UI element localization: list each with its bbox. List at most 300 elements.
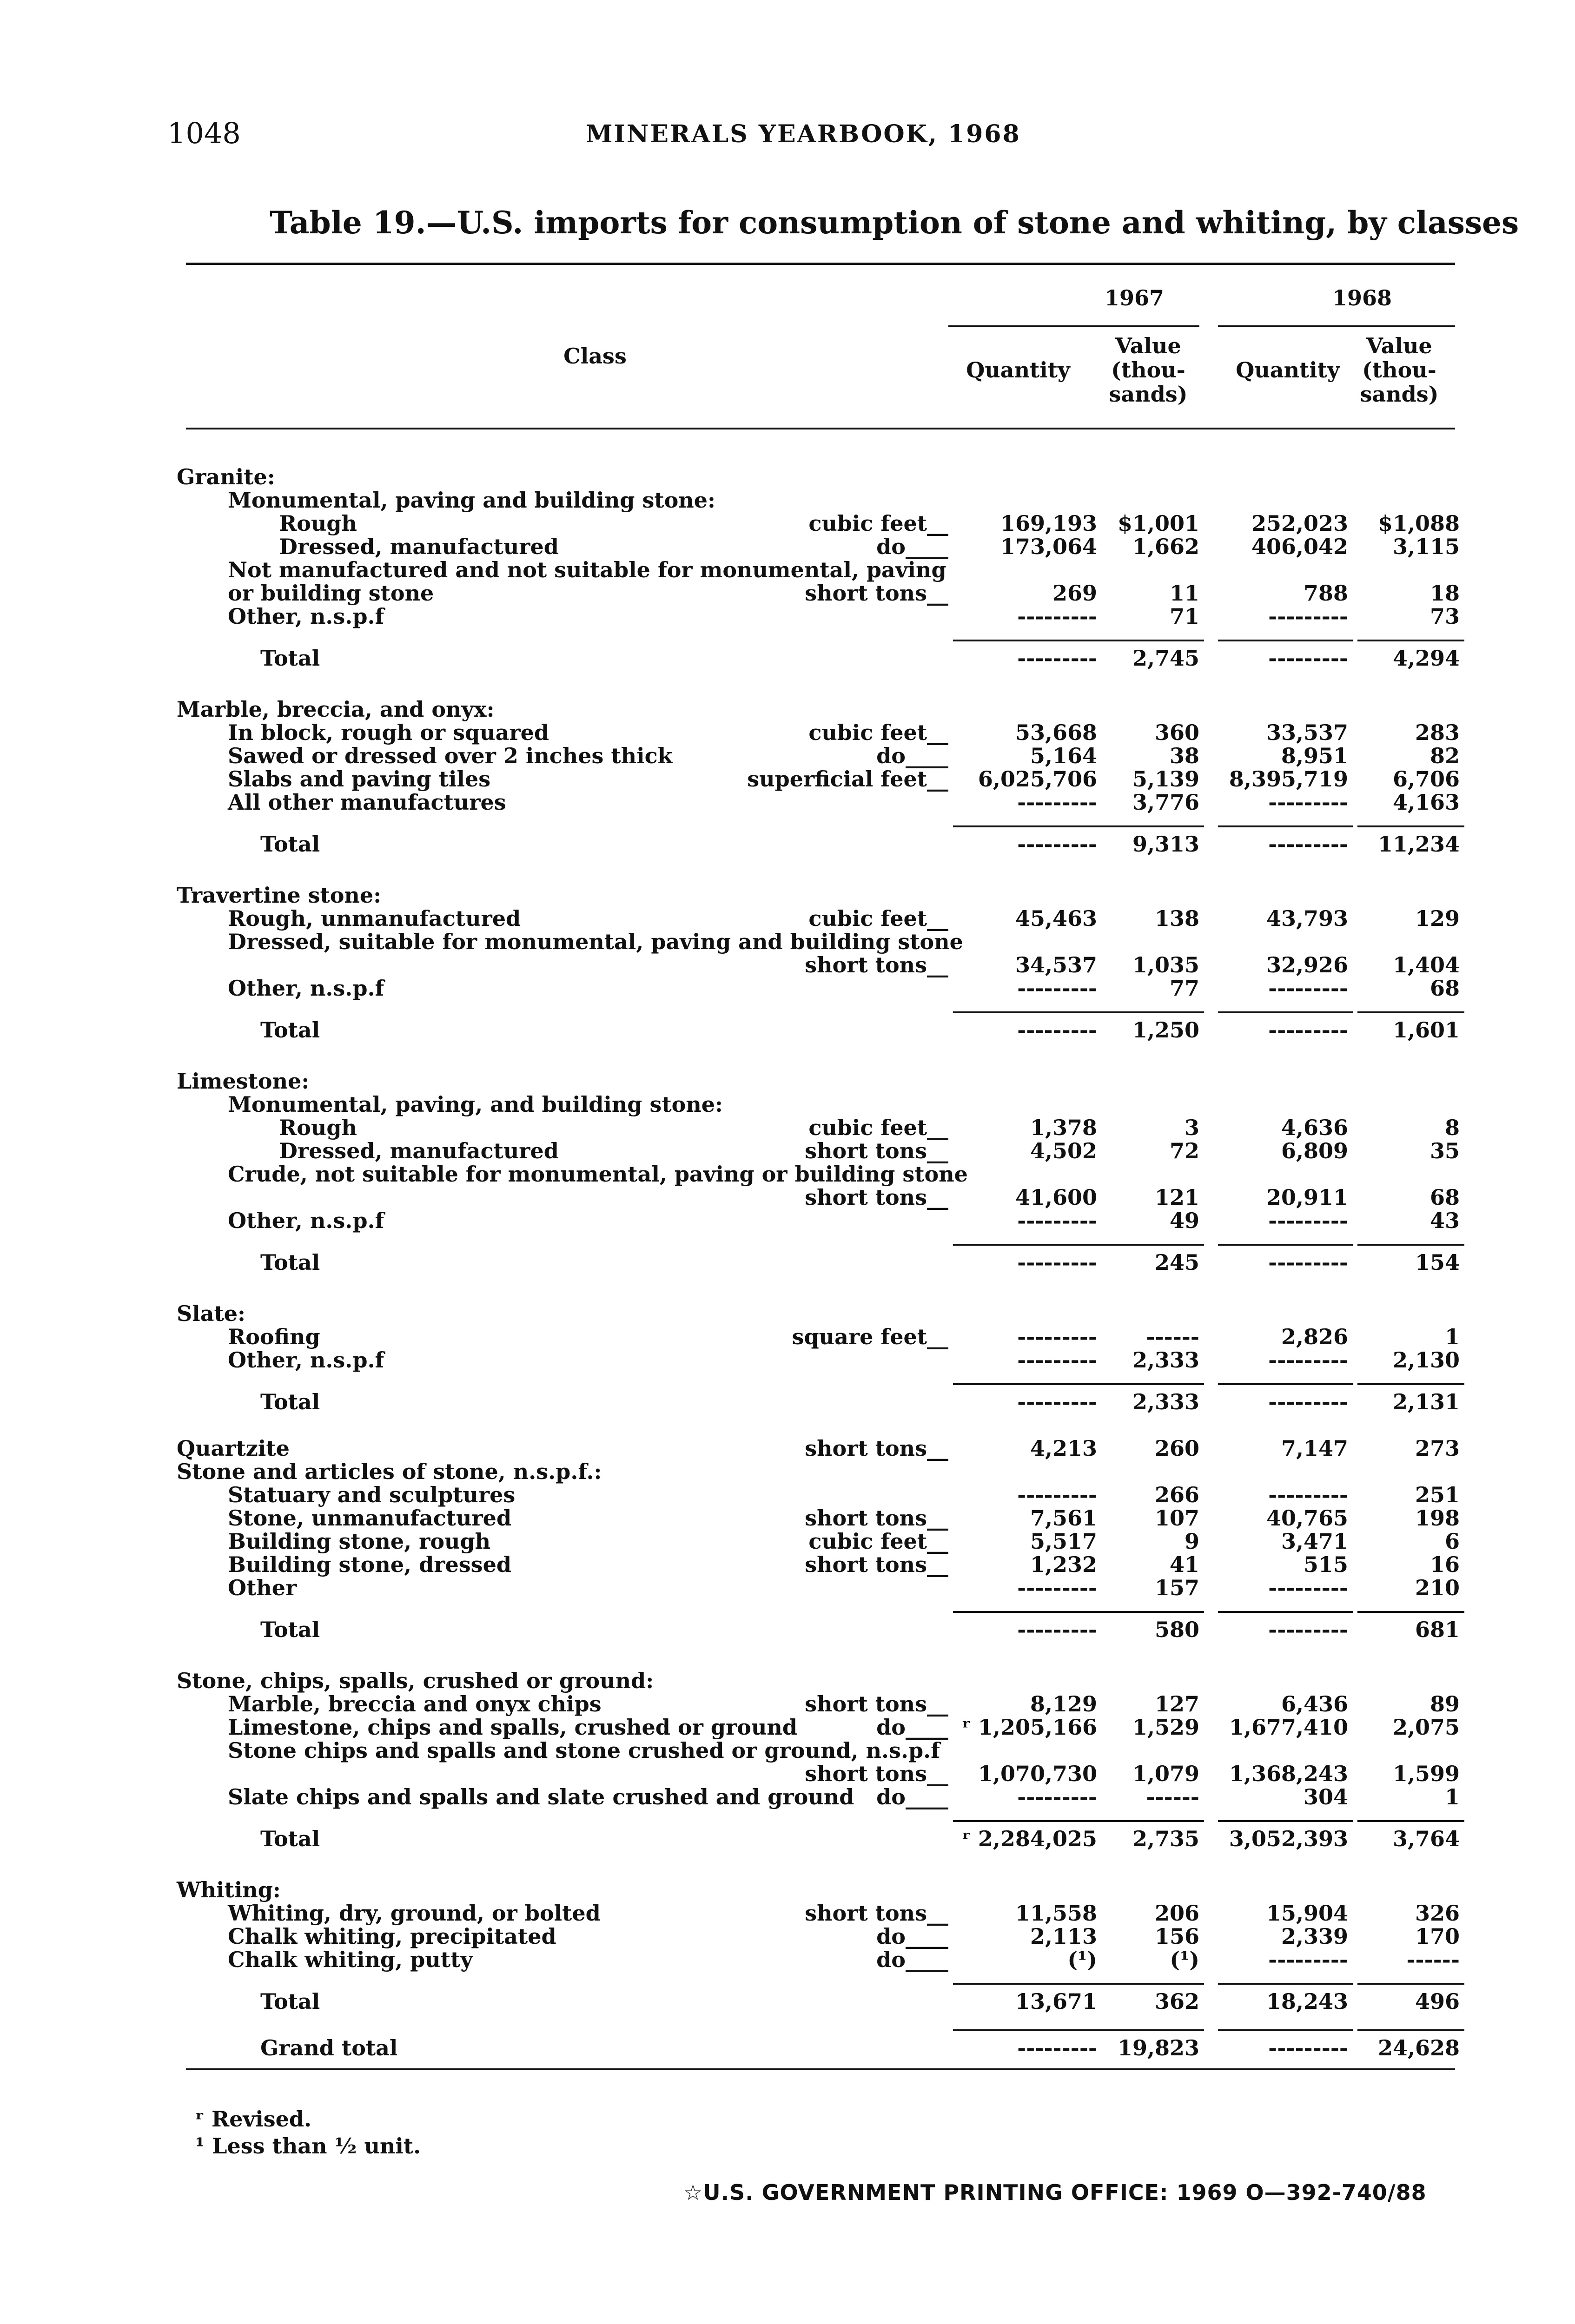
cell-v67: 1,079 xyxy=(1132,1761,1199,1786)
cell-q67: 1,378 xyxy=(1030,1115,1097,1140)
row-label-text: Travertine stone: xyxy=(177,883,382,908)
cell-v68: 11,234 xyxy=(1377,832,1460,857)
printer-imprint: ☆U.S. GOVERNMENT PRINTING OFFICE: 1969 O—392-740/88 xyxy=(683,2180,1427,2205)
row-unit: do____ xyxy=(876,1924,948,1949)
cell-q67: 41,600 xyxy=(1015,1185,1097,1210)
sum-rule xyxy=(953,1011,1102,1013)
row-label-text: or building stone xyxy=(228,581,434,606)
cell-v68: 3,115 xyxy=(1392,534,1460,559)
row-unit: do____ xyxy=(876,1784,948,1809)
cell-v67: 71 xyxy=(1169,604,1199,629)
cell-v68: 89 xyxy=(1429,1691,1460,1717)
cell-q68: 1,677,410 xyxy=(1229,1715,1348,1740)
row-label xyxy=(228,976,384,1000)
cell-v67: ------ xyxy=(1146,1784,1199,1809)
cell-v68: 2,130 xyxy=(1392,1347,1460,1373)
table-row xyxy=(0,1483,1575,1507)
cell-q68: --------- xyxy=(1268,2035,1348,2060)
row-label xyxy=(177,883,381,907)
table-row xyxy=(0,1069,1575,1093)
cell-v68: 16 xyxy=(1429,1552,1460,1577)
row-unit: cubic feet__ xyxy=(808,1529,948,1554)
table-row xyxy=(0,1576,1575,1600)
row-label xyxy=(260,2036,397,2060)
row-unit: do____ xyxy=(876,1715,948,1740)
row-unit: cubic feet__ xyxy=(808,720,948,745)
row-label-text: Building stone, rough xyxy=(228,1529,491,1554)
cell-q68: 2,339 xyxy=(1281,1924,1348,1949)
row-label-text: Sawed or dressed over 2 inches thick xyxy=(228,743,673,768)
value-1968-header xyxy=(1339,334,1460,406)
cell-v68: 1,599 xyxy=(1392,1761,1460,1786)
row-label xyxy=(228,1483,515,1507)
sum-rule xyxy=(1218,2029,1353,2031)
cell-q67: 173,064 xyxy=(1000,534,1097,559)
row-unit: cubic feet__ xyxy=(808,906,948,931)
cell-q68: --------- xyxy=(1268,1250,1348,1275)
table-top-rule xyxy=(186,263,1455,265)
cell-v68: 4,294 xyxy=(1392,646,1460,671)
row-label-text: Stone chips and spalls and stone crushed or ground, n.s.p.f xyxy=(228,1738,940,1763)
cell-v68: 4,163 xyxy=(1392,790,1460,815)
row-label-text: Marble, breccia, and onyx: xyxy=(177,697,495,722)
cell-q68: 32,926 xyxy=(1266,952,1348,977)
table-row xyxy=(0,1436,1575,1460)
row-label xyxy=(228,1692,602,1716)
row-label-text: Rough, unmanufactured xyxy=(228,906,521,931)
cell-v68: $1,088 xyxy=(1377,511,1460,536)
table-row xyxy=(0,883,1575,907)
sum-rule xyxy=(1357,1383,1464,1385)
cell-q67: --------- xyxy=(1017,1208,1097,1233)
row-label xyxy=(228,767,490,791)
row-label-text: Dressed, manufactured xyxy=(279,1138,559,1163)
row-label-text: Total xyxy=(260,1389,320,1414)
cell-v68: 1,601 xyxy=(1392,1017,1460,1043)
cell-v67: (¹) xyxy=(1170,1947,1199,1972)
total-row xyxy=(0,832,1575,856)
cell-q67: --------- xyxy=(1017,790,1097,815)
cell-q68: --------- xyxy=(1268,976,1348,1001)
cell-v67: 9 xyxy=(1184,1529,1199,1554)
row-label xyxy=(228,906,521,931)
table-row xyxy=(0,930,1575,954)
cell-q67: --------- xyxy=(1017,2035,1097,2060)
cell-v68: 3,764 xyxy=(1392,1826,1460,1851)
row-label-text: Total xyxy=(260,646,320,671)
row-label xyxy=(228,1506,511,1530)
row-label xyxy=(228,1785,854,1809)
table-row xyxy=(0,1878,1575,1902)
row-label xyxy=(228,581,434,605)
table-row xyxy=(0,767,1575,791)
cell-v68: 283 xyxy=(1415,720,1460,745)
cell-q68: 3,052,393 xyxy=(1229,1826,1348,1851)
row-label-text: Total xyxy=(260,832,320,857)
table-row xyxy=(0,953,1575,977)
sum-rule xyxy=(1357,825,1464,827)
cell-q67: --------- xyxy=(1017,1575,1097,1600)
table-row xyxy=(0,1208,1575,1233)
cell-q67: 8,129 xyxy=(1030,1691,1097,1717)
sum-rule xyxy=(1102,1611,1204,1613)
row-label xyxy=(228,488,715,512)
total-row xyxy=(0,1390,1575,1414)
cell-q68: 8,951 xyxy=(1281,743,1348,768)
table-row xyxy=(0,720,1575,745)
sum-rule xyxy=(1357,640,1464,641)
cell-v67: 127 xyxy=(1154,1691,1199,1717)
cell-v67: 266 xyxy=(1154,1482,1199,1507)
sum-rule xyxy=(953,1244,1102,1246)
table-row xyxy=(0,744,1575,768)
sum-rule xyxy=(1102,1820,1204,1822)
cell-v67: 107 xyxy=(1154,1505,1199,1531)
table-row xyxy=(0,465,1575,489)
row-label xyxy=(177,1436,290,1460)
table-row xyxy=(0,1669,1575,1693)
cell-v68: 326 xyxy=(1415,1901,1460,1926)
cell-q67: --------- xyxy=(1017,1389,1097,1414)
cell-q68: 7,147 xyxy=(1281,1436,1348,1461)
row-label-text: Monumental, paving, and building stone: xyxy=(228,1092,723,1117)
row-label xyxy=(228,790,506,814)
row-label-text: Rough xyxy=(279,511,357,536)
sum-rule xyxy=(953,640,1102,641)
row-label xyxy=(228,1208,384,1233)
cell-q68: --------- xyxy=(1268,1347,1348,1373)
table-row xyxy=(0,1506,1575,1530)
table-row xyxy=(0,1162,1575,1186)
row-label xyxy=(228,558,946,582)
page-header xyxy=(167,116,1464,158)
table-row xyxy=(0,558,1575,582)
table-row xyxy=(0,1901,1575,1925)
sum-rule xyxy=(1102,1244,1204,1246)
row-label xyxy=(177,465,275,489)
row-label xyxy=(228,1325,320,1349)
cell-q67: ʳ 1,205,166 xyxy=(961,1715,1097,1740)
cell-v67: 2,333 xyxy=(1132,1389,1199,1414)
row-label xyxy=(228,1901,601,1925)
row-label-text: Dressed, suitable for monumental, paving and building stone xyxy=(228,929,963,954)
row-label xyxy=(228,1162,968,1186)
sum-rule xyxy=(1357,1244,1464,1246)
row-label-text: Total xyxy=(260,1826,320,1851)
row-label-text: Granite: xyxy=(177,464,275,489)
sum-rule xyxy=(1357,1011,1464,1013)
row-label-text: Limestone: xyxy=(177,1069,310,1094)
cell-v68: 198 xyxy=(1415,1505,1460,1531)
cell-v68: 129 xyxy=(1415,906,1460,931)
cell-v68: 1,404 xyxy=(1392,952,1460,977)
cell-q67: --------- xyxy=(1017,646,1097,671)
cell-q68: 6,436 xyxy=(1281,1691,1348,1717)
table-row xyxy=(0,906,1575,931)
cell-v68: 496 xyxy=(1415,1989,1460,2014)
cell-v67: 2,735 xyxy=(1132,1826,1199,1851)
table-row xyxy=(0,1762,1575,1786)
row-label-text: Slate: xyxy=(177,1301,245,1326)
row-label-text: Chalk whiting, putty xyxy=(228,1947,473,1972)
sum-rule xyxy=(953,1611,1102,1613)
cell-v67: 3,776 xyxy=(1132,790,1199,815)
row-label xyxy=(260,1018,320,1042)
row-unit: cubic feet__ xyxy=(808,1115,948,1140)
row-label-text: Stone and articles of stone, n.s.p.f.: xyxy=(177,1459,602,1484)
class-column-header: Class xyxy=(563,343,627,369)
cell-q68: --------- xyxy=(1268,1482,1348,1507)
table-row xyxy=(0,1948,1575,1972)
row-label xyxy=(177,1878,281,1902)
cell-q67: 2,113 xyxy=(1030,1924,1097,1949)
row-label-text: Total xyxy=(260,1989,320,2014)
cell-v68: 6,706 xyxy=(1392,766,1460,792)
row-unit: short tons__ xyxy=(805,1552,948,1577)
row-label-text: Monumental, paving and building stone: xyxy=(228,488,715,513)
row-label xyxy=(228,720,549,745)
row-label xyxy=(279,535,559,559)
row-label xyxy=(279,1116,357,1140)
cell-v67: 1,529 xyxy=(1132,1715,1199,1740)
cell-v68: 251 xyxy=(1415,1482,1460,1507)
cell-v68: 18 xyxy=(1429,581,1460,606)
cell-v67: 206 xyxy=(1154,1901,1199,1926)
cell-q67: 53,668 xyxy=(1015,720,1097,745)
cell-q67: --------- xyxy=(1017,1017,1097,1043)
sum-rule xyxy=(1218,825,1353,827)
cell-v67: 362 xyxy=(1154,1989,1199,2014)
cell-v68: 154 xyxy=(1415,1250,1460,1275)
row-label xyxy=(228,1715,797,1739)
row-label-text: Grand total xyxy=(260,2035,398,2060)
sum-rule xyxy=(1102,1383,1204,1385)
row-label-text: Chalk whiting, precipitated xyxy=(228,1924,556,1949)
row-label-text: Crude, not suitable for monumental, paving or building stone xyxy=(228,1162,968,1187)
row-label-text: Marble, breccia and onyx chips xyxy=(228,1691,602,1717)
row-label-text: Whiting, dry, ground, or bolted xyxy=(228,1901,601,1926)
sum-rule xyxy=(1357,2029,1464,2031)
cell-q67: 4,502 xyxy=(1030,1138,1097,1163)
cell-q67: 5,164 xyxy=(1030,743,1097,768)
cell-q68: 43,793 xyxy=(1266,906,1348,931)
table-row xyxy=(0,1552,1575,1577)
cell-v68: 68 xyxy=(1429,1185,1460,1210)
sum-rule xyxy=(1357,1611,1464,1613)
row-label xyxy=(228,604,384,628)
cell-q67: --------- xyxy=(1017,1617,1097,1642)
row-label xyxy=(260,1250,320,1274)
row-label-text: Rough xyxy=(279,1115,357,1140)
row-label xyxy=(177,697,495,721)
sum-rule xyxy=(1357,1820,1464,1822)
cell-q68: 33,537 xyxy=(1266,720,1348,745)
value-1968-header-line2: sands) xyxy=(1360,382,1439,407)
table-bottom-rule xyxy=(186,2068,1455,2070)
row-unit: do____ xyxy=(876,534,948,559)
row-label xyxy=(228,1348,384,1372)
footnotes xyxy=(195,2106,421,2159)
cell-q68: 20,911 xyxy=(1266,1185,1348,1210)
table-row xyxy=(0,511,1575,535)
row-label xyxy=(228,930,963,954)
row-label xyxy=(260,832,320,856)
cell-v67: 1,662 xyxy=(1132,534,1199,559)
cell-q67: --------- xyxy=(1017,604,1097,629)
cell-q68: --------- xyxy=(1268,1389,1348,1414)
cell-v68: 6 xyxy=(1444,1529,1460,1554)
cell-v67: 245 xyxy=(1154,1250,1199,1275)
cell-q68: 2,826 xyxy=(1281,1324,1348,1349)
sum-rule xyxy=(1102,2029,1204,2031)
sum-rule xyxy=(953,2029,1102,2031)
sum-rule xyxy=(1357,1983,1464,1985)
cell-q67: 1,070,730 xyxy=(978,1761,1097,1786)
row-label xyxy=(260,1618,320,1642)
cell-q67: --------- xyxy=(1017,1250,1097,1275)
table-row xyxy=(0,1738,1575,1763)
table-row xyxy=(0,790,1575,814)
cell-v67: 580 xyxy=(1154,1617,1199,1642)
cell-v67: 2,745 xyxy=(1132,646,1199,671)
total-row xyxy=(0,2036,1575,2060)
cell-v67: $1,001 xyxy=(1117,511,1199,536)
cell-v67: 9,313 xyxy=(1132,832,1199,857)
row-label-text: All other manufactures xyxy=(228,790,506,815)
cell-q67: --------- xyxy=(1017,1347,1097,1373)
cell-v67: 2,333 xyxy=(1132,1347,1199,1373)
row-label-text: In block, rough or squared xyxy=(228,720,549,745)
table-row xyxy=(0,535,1575,559)
cell-q68: 18,243 xyxy=(1266,1989,1348,2014)
row-label-text: Other, n.s.p.f xyxy=(228,1347,384,1373)
table-row xyxy=(0,1459,1575,1484)
sum-rule xyxy=(953,1820,1102,1822)
cell-v67: 3 xyxy=(1184,1115,1199,1140)
table-row xyxy=(0,976,1575,1000)
row-label-text: Building stone, dressed xyxy=(228,1552,511,1577)
row-unit: do____ xyxy=(876,1947,948,1972)
row-unit: square feet__ xyxy=(792,1324,948,1349)
row-label xyxy=(228,1529,490,1553)
cell-q68: 3,471 xyxy=(1281,1529,1348,1554)
row-label xyxy=(260,646,320,670)
cell-v67: 77 xyxy=(1169,976,1199,1001)
row-unit: short tons__ xyxy=(805,1761,948,1786)
row-label-text: Roofing xyxy=(228,1324,320,1349)
cell-v67: 260 xyxy=(1154,1436,1199,1461)
sum-rule xyxy=(1218,1611,1353,1613)
year-1967-header: 1967 xyxy=(1104,285,1165,310)
table-row xyxy=(0,1116,1575,1140)
cell-v68: 681 xyxy=(1415,1617,1460,1642)
total-row xyxy=(0,646,1575,670)
row-label xyxy=(177,1459,602,1484)
cell-q68: --------- xyxy=(1268,1575,1348,1600)
row-label xyxy=(279,1139,559,1163)
cell-v67: 121 xyxy=(1154,1185,1199,1210)
sum-rule xyxy=(953,825,1102,827)
cell-q68: --------- xyxy=(1268,790,1348,815)
total-row xyxy=(0,1250,1575,1274)
row-label-text: Total xyxy=(260,1617,320,1642)
row-label xyxy=(228,1924,556,1948)
row-label xyxy=(260,1989,320,2014)
cell-v67: 156 xyxy=(1154,1924,1199,1949)
row-label xyxy=(260,1827,320,1851)
cell-v67: 38 xyxy=(1169,743,1199,768)
cell-q67: --------- xyxy=(1017,1324,1097,1349)
sum-rule xyxy=(1102,825,1204,827)
cell-q68: 788 xyxy=(1303,581,1348,606)
cell-v68: 1 xyxy=(1444,1324,1460,1349)
cell-q67: 6,025,706 xyxy=(978,766,1097,792)
row-label-text: Other, n.s.p.f xyxy=(228,976,384,1001)
cell-v68: 73 xyxy=(1429,604,1460,629)
row-unit: short tons__ xyxy=(805,1436,948,1461)
cell-v67: 360 xyxy=(1154,720,1199,745)
row-label-text: Whiting: xyxy=(177,1877,281,1902)
footnote-less-than: ¹ Less than ½ unit. xyxy=(195,2133,421,2159)
table-row xyxy=(0,1692,1575,1716)
total-row xyxy=(0,1018,1575,1042)
table-title: Table 19.—U.S. imports for consumption of stone and whiting, by classes xyxy=(270,205,1519,241)
cell-v68: 8 xyxy=(1444,1115,1460,1140)
quantity-1968-header: Quantity xyxy=(1236,357,1340,383)
cell-v68: 170 xyxy=(1415,1924,1460,1949)
cell-q67: --------- xyxy=(1017,1482,1097,1507)
table-row xyxy=(0,1924,1575,1948)
table-row xyxy=(0,1092,1575,1116)
row-label xyxy=(228,1948,473,1972)
cell-v68: 273 xyxy=(1415,1436,1460,1461)
cell-v68: 82 xyxy=(1429,743,1460,768)
row-unit: superficial feet__ xyxy=(747,766,948,792)
cell-q67: 5,517 xyxy=(1030,1529,1097,1554)
cell-q68: 6,809 xyxy=(1281,1138,1348,1163)
cell-q67: 34,537 xyxy=(1015,952,1097,977)
cell-q67: 169,193 xyxy=(1000,511,1097,536)
cell-q67: 45,463 xyxy=(1015,906,1097,931)
cell-v68: ------ xyxy=(1406,1947,1460,1972)
cell-v67: 5,139 xyxy=(1132,766,1199,792)
table-row xyxy=(0,488,1575,512)
year-1967-rule xyxy=(948,325,1199,327)
value-1967-header-line1: Value (thou- xyxy=(1111,333,1185,383)
value-1968-header-line1: Value (thou- xyxy=(1362,333,1436,383)
cell-v67: 1,250 xyxy=(1132,1017,1199,1043)
cell-v67: 41 xyxy=(1169,1552,1199,1577)
table-row xyxy=(0,1348,1575,1372)
sum-rule xyxy=(1218,1244,1353,1246)
header-bottom-rule xyxy=(186,428,1455,429)
row-label-text: Other xyxy=(228,1575,297,1600)
sum-rule xyxy=(1218,640,1353,641)
cell-v67: 49 xyxy=(1169,1208,1199,1233)
cell-v67: 157 xyxy=(1154,1575,1199,1600)
cell-q68: 8,395,719 xyxy=(1229,766,1348,792)
row-unit: short tons__ xyxy=(805,1901,948,1926)
cell-v68: 2,131 xyxy=(1392,1389,1460,1414)
cell-q68: 15,904 xyxy=(1266,1901,1348,1926)
table-row xyxy=(0,1301,1575,1326)
table-row xyxy=(0,1139,1575,1163)
cell-q67: ʳ 2,284,025 xyxy=(961,1826,1097,1851)
row-label-text: Stone, unmanufactured xyxy=(228,1505,512,1531)
table-row xyxy=(0,1785,1575,1809)
cell-q68: --------- xyxy=(1268,646,1348,671)
row-label-text: Total xyxy=(260,1250,320,1275)
